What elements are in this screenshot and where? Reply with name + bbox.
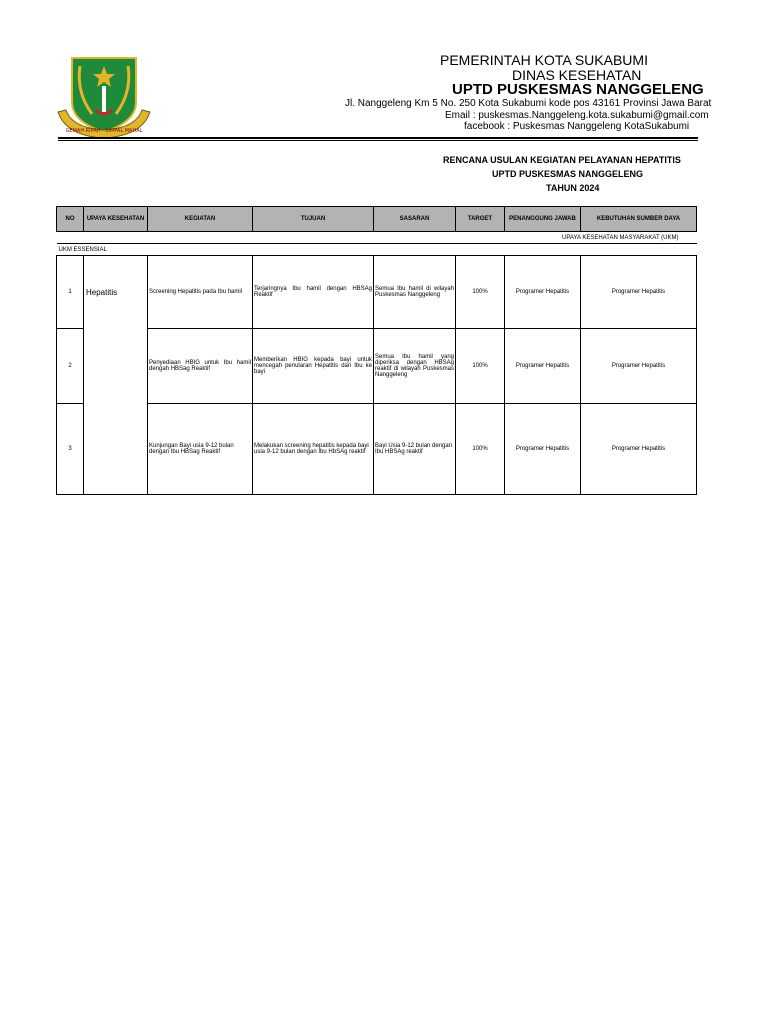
header-unit: UPTD PUSKESMAS NANGGELENG <box>452 81 704 98</box>
table-header-row <box>57 207 697 232</box>
svg-text:GEMAH RIPAH · SIMPAL MAHAL: GEMAH RIPAH · SIMPAL MAHAL <box>65 128 143 134</box>
section-row <box>57 244 697 256</box>
column-header-no: NO <box>57 207 84 232</box>
cell-sumber: Programer Hepatitis <box>581 404 697 495</box>
header-email: Email : puskesmas.Nanggeleng.kota.sukabumi@gmail.com <box>445 110 709 121</box>
header-facebook: facebook : Puskesmas Nanggeleng KotaSukabumi <box>464 121 690 132</box>
cell-pj: Programer Hepatitis <box>505 404 581 495</box>
cell-kegiatan: Penyediaan HBIG untuk Ibu hamil dengah HBSag Reaktif <box>148 329 253 404</box>
cell-sasaran: Semua Ibu hamil di wilayah Puskesmas Nanggeleng <box>374 256 456 329</box>
document-title: RENCANA USULAN KEGIATAN PELAYANAN HEPATITIS <box>443 155 681 165</box>
document-year: TAHUN 2024 <box>546 183 600 193</box>
column-header-kegiatan: KEGIATAN <box>148 207 253 232</box>
header-government: PEMERINTAH KOTA SUKABUMI <box>440 52 648 68</box>
cell-target: 100% <box>456 404 505 495</box>
header-address: Jl. Nanggeleng Km 5 No. 250 Kota Sukabumi kode pos 43161 Provinsi Jawa Barat <box>345 98 712 109</box>
cell-target: 100% <box>456 329 505 404</box>
column-header-target: TARGET <box>456 207 505 232</box>
letterhead-divider <box>58 137 698 139</box>
activity-table <box>56 206 697 495</box>
section-label: UKM ESSENSIAL <box>58 246 107 253</box>
column-header-sasaran: SASARAN <box>374 207 456 232</box>
table-row <box>57 256 697 329</box>
cell-tujuan: Terjaringnya Ibu hamil dengan HBSAg Reaktif <box>253 256 374 329</box>
cell-pj: Programer Hepatitis <box>505 329 581 404</box>
subheader-ukm: UPAYA KESEHATAN MASYARAKAT (UKM) <box>57 232 697 244</box>
column-header-upaya: UPAYA KESEHATAN <box>84 207 148 232</box>
cell-no: 1 <box>57 256 84 329</box>
cell-sumber: Programer Hepatitis <box>581 329 697 404</box>
document-subtitle: UPTD PUSKESMAS NANGGELENG <box>492 169 644 179</box>
column-header-pj: PENANGGUNG JAWAB <box>505 207 581 232</box>
column-header-tujuan: TUJUAN <box>253 207 374 232</box>
cell-sasaran: Semua Ibu hamil yang diperiksa dengan HBSAg reaktif di wilayah Puskesmas Nanggeleng <box>374 329 456 404</box>
cell-kegiatan: Screening Hepatitis pada Ibu hamil <box>148 256 253 329</box>
cell-no: 3 <box>57 404 84 495</box>
table-row <box>57 404 697 495</box>
letterhead-divider-thin <box>58 140 698 141</box>
cell-sasaran: Bayi Usia 9-12 bulan dengan Ibu HBSAg reaktif <box>374 404 456 495</box>
table-row <box>57 329 697 404</box>
cell-pj: Programer Hepatitis <box>505 256 581 329</box>
cell-tujuan: Memberikan HBIG kepada bayi untuk mencegah penularan Hepatitis dari Ibu ke bayi <box>253 329 374 404</box>
cell-tujuan: Melakukan screening hepatitis kepada bayi usia 9-12 bulan dengan Ibu HbSAg reaktif <box>253 404 374 495</box>
table-subheader-row <box>57 232 697 244</box>
sukabumi-city-seal-icon <box>56 52 152 140</box>
cell-upaya: Hepatitis <box>84 256 148 495</box>
cell-target: 100% <box>456 256 505 329</box>
header-agency: DINAS KESEHATAN <box>512 67 642 83</box>
column-header-sumber: KEBUTUHAN SUMBER DAYA <box>581 207 697 232</box>
cell-kegiatan: Kunjungan Bayi usia 9-12 bulan dengan Ibu HBSag Reaktif <box>148 404 253 495</box>
cell-sumber: Programer Hepatitis <box>581 256 697 329</box>
cell-no: 2 <box>57 329 84 404</box>
